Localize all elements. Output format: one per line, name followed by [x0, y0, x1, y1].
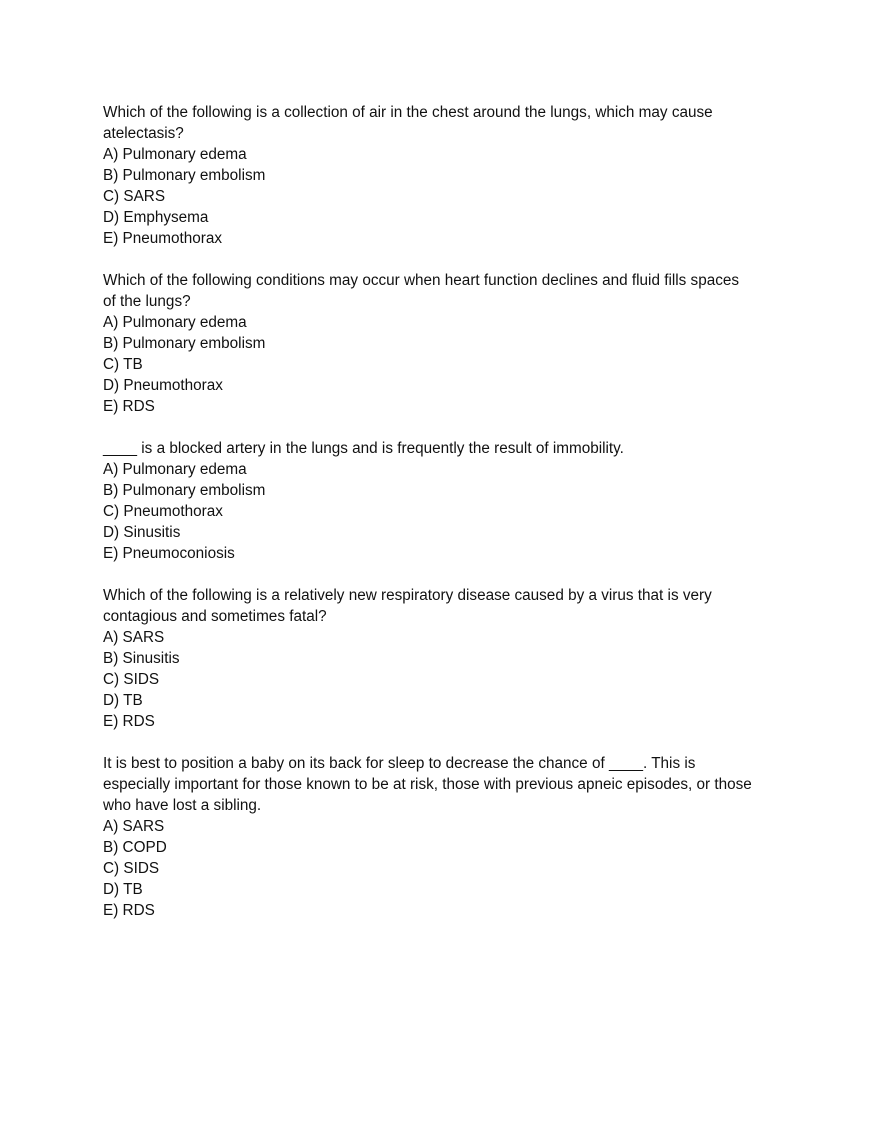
answer-option: E) RDS: [103, 398, 155, 415]
answer-option: A) SARS: [103, 818, 165, 835]
question-block: [103, 102, 803, 249]
question-stem-line: contagious and sometimes fatal?: [103, 608, 327, 625]
answer-option: A) Pulmonary edema: [103, 314, 247, 331]
answer-option: B) Pulmonary embolism: [103, 167, 266, 184]
question-stem-line: of the lungs?: [103, 293, 191, 310]
answer-option: A) SARS: [103, 629, 165, 646]
answer-option: A) Pulmonary edema: [103, 461, 247, 478]
question-block: [103, 438, 803, 564]
question-stem-line: atelectasis?: [103, 125, 184, 142]
answer-option: C) SIDS: [103, 671, 160, 688]
answer-option: C) SIDS: [103, 860, 160, 877]
question-stem-line: Which of the following conditions may occur when heart function declines and fluid fills spaces: [103, 272, 740, 289]
answer-option: A) Pulmonary edema: [103, 146, 247, 163]
question-block: [103, 753, 803, 921]
question-block: [103, 270, 803, 417]
answer-option: D) TB: [103, 692, 143, 709]
answer-option: B) COPD: [103, 839, 167, 856]
question-stem-line: Which of the following is a collection of air in the chest around the lungs, which may cause: [103, 104, 713, 121]
question-stem-line: especially important for those known to be at risk, those with previous apneic episodes, or those: [103, 776, 752, 793]
answer-option: D) TB: [103, 881, 143, 898]
question-stem-line: who have lost a sibling.: [103, 797, 262, 814]
answer-option: D) Emphysema: [103, 209, 209, 226]
answer-option: B) Pulmonary embolism: [103, 335, 266, 352]
answer-option: E) RDS: [103, 902, 155, 919]
answer-option: E) Pneumoconiosis: [103, 545, 235, 562]
question-stem-line: Which of the following is a relatively new respiratory disease caused by a virus that is very: [103, 587, 712, 604]
document-page: [103, 102, 803, 942]
answer-option: D) Sinusitis: [103, 524, 181, 541]
answer-option: B) Sinusitis: [103, 650, 180, 667]
question-stem-line: It is best to position a baby on its back for sleep to decrease the chance of ____. This is: [103, 755, 696, 772]
answer-option: E) Pneumothorax: [103, 230, 223, 247]
answer-option: C) Pneumothorax: [103, 503, 223, 520]
answer-option: C) TB: [103, 356, 143, 373]
question-stem-line: ____ is a blocked artery in the lungs and is frequently the result of immobility.: [103, 440, 624, 457]
answer-option: D) Pneumothorax: [103, 377, 223, 394]
answer-option: E) RDS: [103, 713, 155, 730]
question-block: [103, 585, 803, 732]
answer-option: B) Pulmonary embolism: [103, 482, 266, 499]
answer-option: C) SARS: [103, 188, 166, 205]
